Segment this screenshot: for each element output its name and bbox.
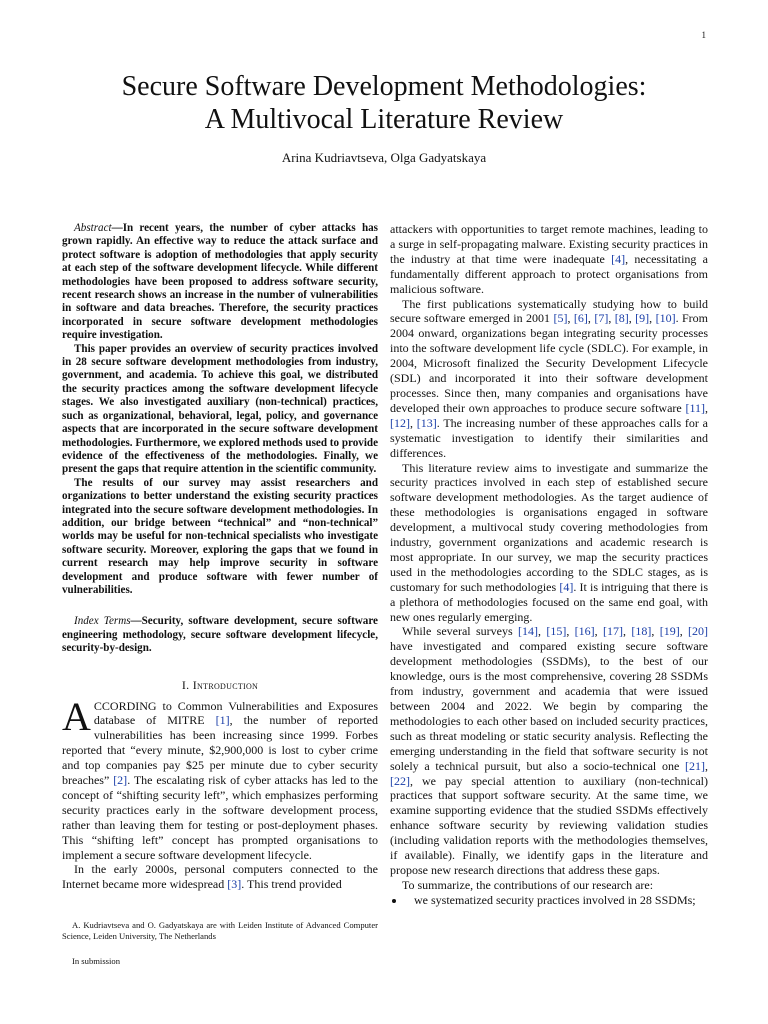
citation-19[interactable]: [19] xyxy=(659,624,680,639)
right-paragraph-1 xyxy=(390,222,708,297)
citation-8[interactable]: [8] xyxy=(614,311,629,326)
intro-text: In the early 2000s, personal computers connected to the Internet became more widespread xyxy=(62,862,378,892)
intro-text: CCORDING to Common Vulnerabilities and Exposures database of MITRE xyxy=(93,698,378,728)
body-text: . It is intriguing that there is a plethora of methodologies focused on the same end goal, with new ones regularly emerging. xyxy=(390,579,708,624)
authors: Arina Kudriavtseva, Olga Gadyatskaya xyxy=(281,150,487,165)
citation-3[interactable]: [3] xyxy=(227,877,242,892)
citation-6[interactable]: [6] xyxy=(573,311,588,326)
citation-12[interactable]: [12] xyxy=(390,415,410,430)
citation-7[interactable]: [7] xyxy=(594,311,609,326)
abstract xyxy=(62,222,378,597)
abstract-p2: This paper provides an overview of security practices involved in 28 secure software development methodologies from industry, government, and academia. To achieve this goal, we distributed the security practices among the software development lifecycle stages. We also investigated auxiliary (non-technical) practices, such as organizational, behavioral, legal, policy, and governance aspects that are incorporated in the secure software development methodologies. Furthermore, we explored methods used to provide evidence of the effectiveness of the methodologies. Finally, we present the gaps that require attention in the scientific community. xyxy=(62,342,378,476)
paper-title xyxy=(0,70,768,136)
body-text: . The increasing number of these approaches calls for a systematic investigation to identify their similarities and differences. xyxy=(390,415,708,460)
intro-text: , the number of reported vulnerabilities has been increasing since 1999. Forbes reported that “every minute, $2,900,000 is lost to cyber crime and top companies pay $25 per minute due to cyber security breaches” xyxy=(62,713,378,788)
citation-11[interactable]: [11] xyxy=(685,400,705,415)
body-text: , necessitating a fundamentally different approach to protect organisations from malicious software. xyxy=(390,251,709,296)
left-column xyxy=(62,222,378,892)
intro-text: . This trend provided xyxy=(241,877,342,892)
abstract-p3: The results of our survey may assist researchers and organizations to better understand the existing security practices integrated into the secure software development methodologies. In addition, our bridge between “technical” and “non-technical” worlds may be useful for non-technical specialists who investigate software security. Moreover, exploring the gaps that we found in current research may help improve security in software development and produce software with fewer number of vulnerabilities. xyxy=(62,476,378,596)
contributions-list xyxy=(390,893,708,908)
citation-18[interactable]: [18] xyxy=(631,624,652,639)
title-line-1: Secure Software Development Methodologies: xyxy=(121,71,647,102)
citation-1[interactable]: [1] xyxy=(215,713,230,728)
intro-text: . The escalating risk of cyber attacks has led to the concept of “shifting security left”, which emphasizes performing security practices early in the software development process, rather than leaving them for testing or post-deployment phases. This “shifting left” concept has prompted organisations to implement a secure software development lifecycle. xyxy=(62,773,379,862)
section-heading xyxy=(62,678,378,693)
right-paragraph-3 xyxy=(390,461,708,625)
title-line-2: A Multivocal Literature Review xyxy=(204,104,564,135)
citation-20[interactable]: [20] xyxy=(688,624,709,639)
page-number: 1 xyxy=(701,30,706,40)
citation-13[interactable]: [13] xyxy=(416,415,437,430)
submission-note: In submission xyxy=(72,956,120,966)
abstract-p1: —In recent years, the number of cyber attacks has grown rapidly. An effective way to reduce the attack surface and protect software is adoption of methodologies that apply security at each step of the software development lifecycle. While different methodologies have been proposed to address software security, recent research shows an increase in the number of vulnerabilities in software and data breaches. Therefore, the security practices incorporated in secure software development methodologies require investigation. xyxy=(62,222,378,342)
index-terms-text: —Security, software development, secure software engineering methodology, secure software development lifecycle, security-by-design. xyxy=(62,615,378,655)
author-footnote: A. Kudriavtseva and O. Gadyatskaya are with Leiden Institute of Advanced Computer Science, Leiden University, The Netherlands xyxy=(62,920,378,941)
citation-2[interactable]: [2] xyxy=(113,773,128,788)
citation-16[interactable]: [16] xyxy=(574,624,595,639)
citation-4[interactable]: [4] xyxy=(611,251,626,266)
right-paragraph-2: The first publications systematically studying how to build secure software emerged in 2001 [5], [6], [7], [8], [9], [10]. From 2004 onward, organizations began integrating security processes into the software development life cycle (SDLC). For example, in 2004, Microsoft finalized the Security Development Lifecycle (SDL) and incorporated it into their software development processes. Since then, many companies and organisations have developed their own approaches to produce secure software [11], [12], [13]. The increasing number of these approaches calls for a systematic investigation to identify their similarities and differences. xyxy=(390,296,709,460)
right-column xyxy=(390,222,708,908)
section-number: I. xyxy=(181,677,190,692)
body-text: have investigated and compared existing secure software development methodologies (SSDMs), to the best of our knowledge, ours is the most comprehensive, covering 28 SSDMs from industry, government and academia that were issued between 2004 and 2022. We begin by comparing the methodologies to each other based on included security practices, such as threat modeling or static security analysis. Reflecting the emerging understanding in the field that software security is not solely a technical pursuit, but also a socio-technical one xyxy=(390,639,708,773)
body-text: , we pay special attention to auxiliary (non-technical) practices that support software security. At the same time, we examine supporting evidence that the studied SSDMs effectively enhance software security by reviewing validation studies (including validation reports with the methodologies themselves, if available). Finally, we identify gaps in the literature and propose new research directions that address these gaps. xyxy=(390,773,708,877)
body-text: attackers with opportunities to target remote machines, leading to a surge in self-propagating malware. Existing security practices in the industry at that time were inadequate xyxy=(390,222,708,266)
citation-14[interactable]: [14] xyxy=(517,624,538,639)
intro-paragraph-2 xyxy=(62,862,378,892)
citation-10[interactable]: [10] xyxy=(655,311,676,326)
body-text: The first publications systematically studying how to build secure software emerged in 2001 xyxy=(390,296,708,326)
citation-9[interactable]: [9] xyxy=(635,311,650,326)
right-paragraph-4: While several surveys [14], [15], [16], [17], [18], [19], [20] have investigated and compared existing secure software development methodologies (SSDMs), to the best of our knowledge, ours is the most comprehensive, covering 28 SSDMs from industry, government and academia that were issued between 2004 and 2022. We begin by comparing the methodologies to each other based on included security practices, such as threat modeling or static security analysis. Reflecting the emerging understanding in the field that software security is not solely a technical pursuit, but also a socio-technical one [21], [22], we pay special attention to auxiliary (non-technical) practices that support software security. At the same time, we examine supporting evidence that the studied SSDMs effectively enhance software security by reviewing validation studies (including validation reports with the methodologies themselves, if available). Finally, we identify gaps in the literature and propose new research directions that address these gaps. xyxy=(390,624,709,877)
intro-paragraph-1 xyxy=(62,693,379,863)
citation-5[interactable]: [5] xyxy=(553,311,568,326)
index-terms xyxy=(62,615,378,655)
index-terms-lead: Index Terms xyxy=(74,615,131,628)
body-text: . From 2004 onward, organizations began integrating security processes into the software development life cycle (SDLC). For example, in 2004, Microsoft finalized the Security Development Lifecycle (SDL) and incorporated it into their software development processes. Since then, many companies and organisations have developed their own approaches to produce secure software xyxy=(390,311,709,415)
citation-21[interactable]: [21] xyxy=(685,758,705,773)
citation-22[interactable]: [22] xyxy=(390,773,410,788)
section-name: Introduction xyxy=(192,677,259,692)
contribution-item: • we systematized security practices involved in 28 SSDMs; xyxy=(406,893,708,908)
body-text: While several surveys xyxy=(402,624,518,639)
right-paragraph-5: To summarize, the contributions of our research are: xyxy=(402,877,654,892)
body-text: This literature review aims to investigate and summarize the security practices involved in each step of established secure software development methodologies. As the target audience of these methodologies is organisations engaged in software development, a multivocal study covering methodologies from industry, government organizations and academic research is most appropriate. In our survey, we map the security practices used in the methodologies according to the SDLC stages, as is customary for such methodologies xyxy=(390,460,708,594)
drop-cap: A xyxy=(62,693,91,739)
abstract-lead: Abstract xyxy=(74,222,112,234)
citation-17[interactable]: [17] xyxy=(603,624,624,639)
citation-15[interactable]: [15] xyxy=(546,624,567,639)
citation-4b[interactable]: [4] xyxy=(559,579,574,594)
